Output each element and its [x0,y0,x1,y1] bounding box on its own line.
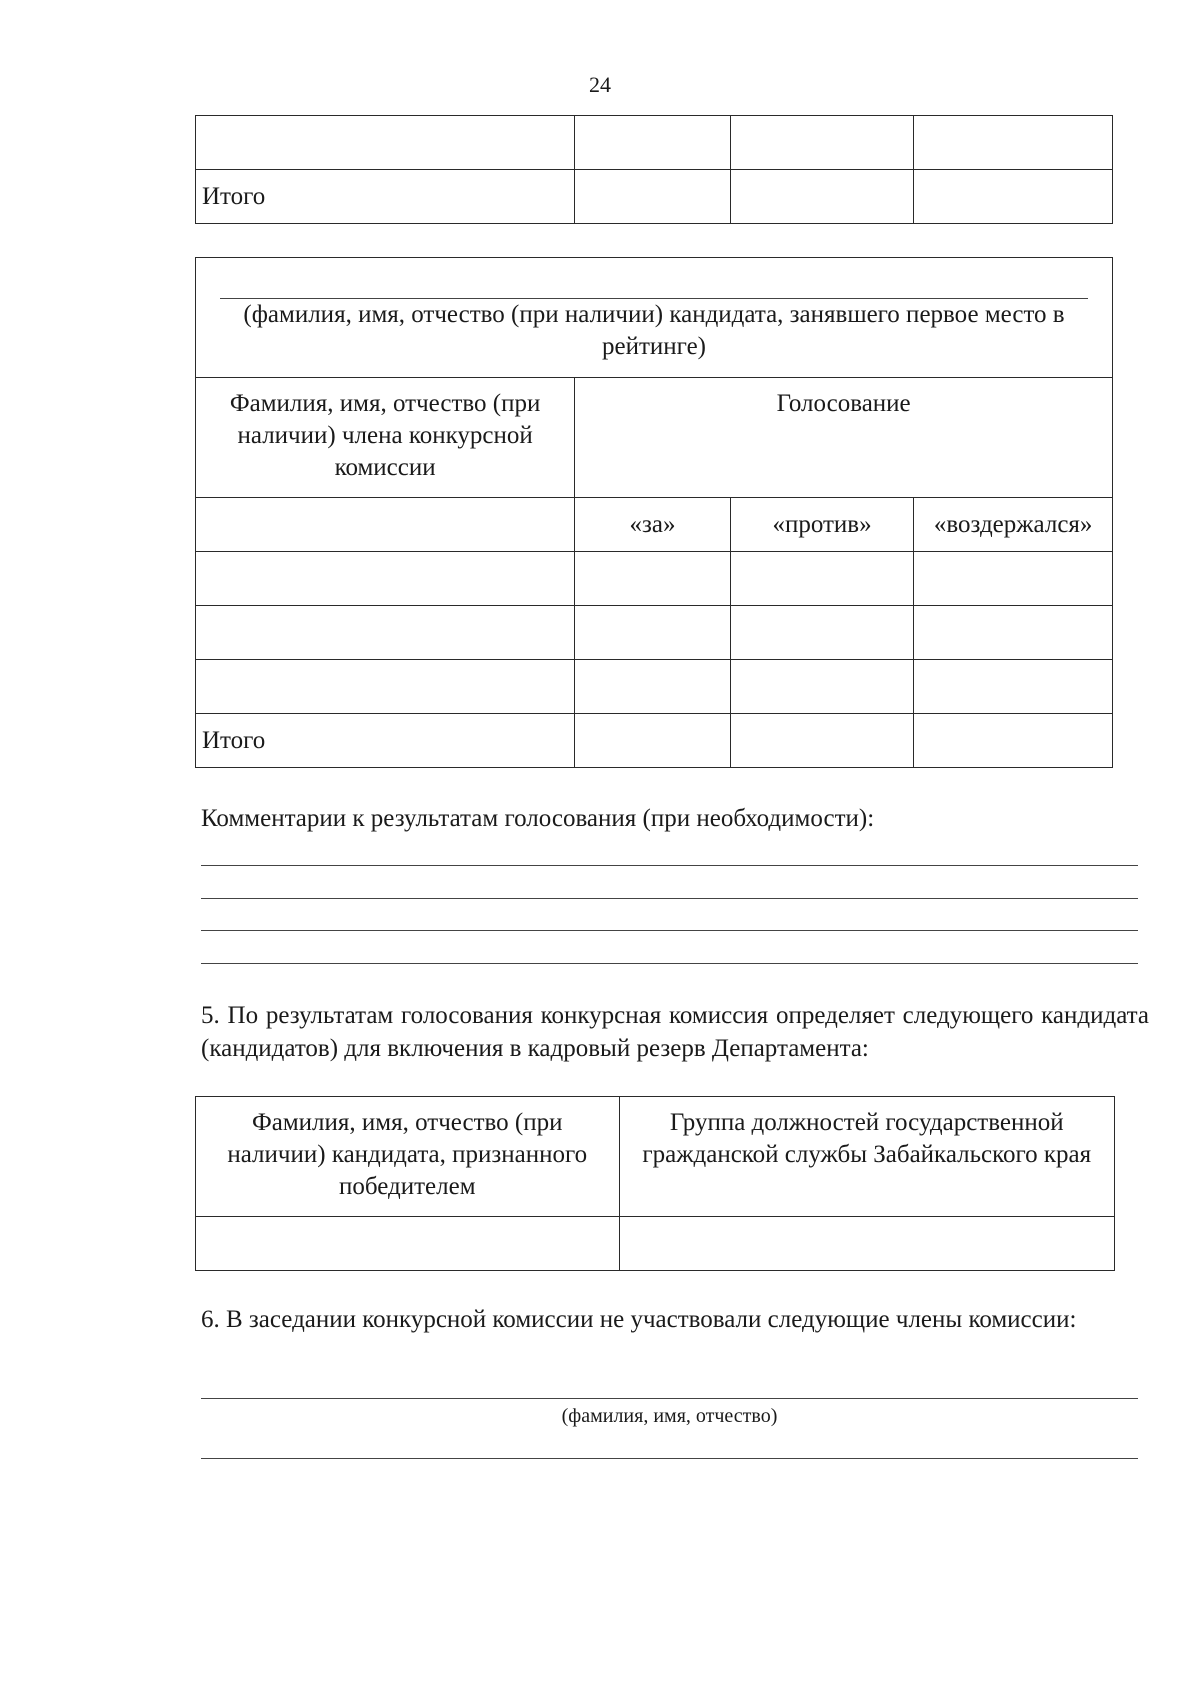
absent-members-line [201,1458,1138,1459]
table-cell [914,606,1113,660]
header-row [196,1097,1115,1217]
table-cell [575,170,731,224]
table-row [196,714,1113,768]
table-row [196,1217,1115,1271]
table-cell [730,660,914,714]
table-cell [914,170,1113,224]
option-abstain: «воздержался» [914,498,1113,552]
comment-line [201,865,1138,866]
comment-line [201,930,1138,931]
winner-col2-header: Группа должностей государственной гражданской службы Забайкальского края [619,1097,1114,1217]
candidate-row [196,258,1113,378]
table-cell [196,116,575,170]
table-row [196,116,1113,170]
absent-members-line [201,1398,1138,1399]
table-cell [730,714,914,768]
header-row [196,378,1113,498]
candidate-cell [196,258,1113,378]
absent-members-caption: (фамилия, имя, отчество) [561,1405,778,1427]
table-top [195,115,1113,224]
page-number: 24 [589,72,611,97]
table-winner [195,1096,1115,1271]
table-cell [575,714,731,768]
table-cell [575,606,731,660]
table-cell [196,498,575,552]
table-cell [196,606,575,660]
comments-label: Комментарии к результатам голосования (при необходимости): [201,805,875,832]
member-header: Фамилия, имя, отчество (при наличии) члена конкурсной комиссии [196,378,575,498]
winner-col1-header: Фамилия, имя, отчество (при наличии) кандидата, признанного победителем [196,1097,620,1217]
voting-header: Голосование [575,378,1113,498]
comment-line [201,898,1138,899]
table-row [196,606,1113,660]
table-cell [730,170,914,224]
comment-line [201,963,1138,964]
table-cell [196,552,575,606]
section-6-text: 6. В заседании конкурсной комиссии не участвовали следующие члены комиссии: [201,1306,1077,1333]
table-vote [195,257,1113,768]
table-cell [730,116,914,170]
options-row [196,498,1113,552]
total-label: Итого [196,170,575,224]
table-cell [730,606,914,660]
table-cell [575,552,731,606]
table-row [196,660,1113,714]
table-row [196,552,1113,606]
table-cell [914,660,1113,714]
table-cell [914,714,1113,768]
table-cell [196,660,575,714]
section-5-text: 5. По результатам голосования конкурсная комиссия определяет следующего кандидата (кандидатов) для включения в кадровый резерв Департамента: [201,1002,1149,1062]
candidate-caption: (фамилия, имя, отчество (при наличии) кандидата, занявшего первое место в рейтинге) [243,301,1065,360]
table-cell [914,116,1113,170]
table-cell [914,552,1113,606]
table-row [196,170,1113,224]
total-label: Итого [196,714,575,768]
option-against: «против» [730,498,914,552]
table-cell [196,1217,620,1271]
table-cell [730,552,914,606]
table-cell [619,1217,1114,1271]
table-cell [575,660,731,714]
table-cell [575,116,731,170]
option-for: «за» [575,498,731,552]
